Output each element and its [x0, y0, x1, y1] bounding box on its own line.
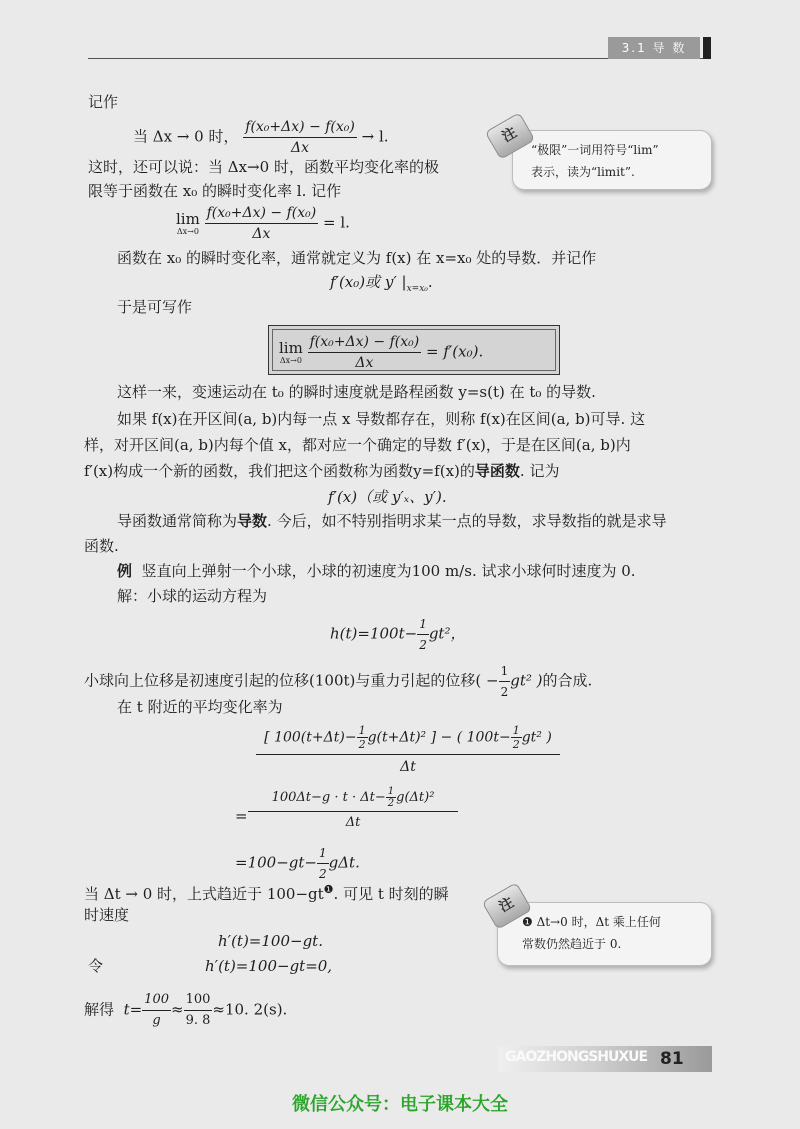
paragraph-7-end: 的合成.	[542, 671, 593, 690]
limit-prefix: 当 Δx → 0 时，	[133, 127, 239, 146]
velocity-eq-1: h′(t)=100−gt.	[218, 932, 323, 950]
section-header: 3.1 导 数	[608, 37, 700, 59]
paragraph-6b: 函数.	[84, 537, 119, 555]
lim-formula-1	[176, 203, 350, 244]
boxed-lim-sub: Δx→0	[279, 355, 302, 365]
text-jiede: 解得	[84, 1000, 115, 1019]
paragraph-9a-text: 当 Δt → 0 时，上式趋近于 100−gt	[84, 885, 324, 903]
avg-half-2-den: 2	[512, 738, 520, 751]
paragraph-7	[84, 661, 592, 702]
paragraph-3: 于是可写作	[117, 298, 193, 316]
paragraph-9a-end: . 可见 t 时刻的瞬	[333, 885, 449, 903]
boxed-fraction	[308, 332, 422, 373]
paragraph-9b: 时速度	[84, 906, 130, 924]
paragraph-1b: 限等于函数在 x₀ 的瞬时变化率 l. 记作	[88, 182, 342, 200]
term-derivative-function: 导函数	[474, 462, 520, 480]
step2-equals: =	[235, 807, 248, 825]
step2-half-den: 2	[387, 798, 395, 809]
step2-num	[248, 786, 458, 812]
derivative-function-notation: f′(x)（或 y′ₓ、y′).	[328, 488, 447, 506]
p7-half-den: 2	[500, 685, 509, 699]
average-rate-fraction	[256, 724, 560, 775]
lim-rhs: = l.	[322, 213, 350, 232]
paragraph-2-text: 函数在 x₀ 的瞬时变化率，通常就定义为 f(x) 在 x=x₀ 处的导数．并记作	[117, 249, 597, 267]
derivative-notation	[330, 272, 433, 299]
example-text: 竖直向上弹射一个小球，小球的初速度为100 m/s. 试求小球何时速度为 0.	[141, 562, 636, 580]
step3-a: =100−gt−	[235, 853, 317, 872]
note-badge-icon: 注	[485, 112, 536, 160]
avg-half-1-den: 2	[358, 738, 366, 751]
average-rate-num	[256, 724, 560, 755]
lim-fraction-den: Δx	[252, 226, 271, 242]
limit-statement	[133, 117, 389, 158]
half-num: 1	[417, 614, 429, 635]
paragraph-5c-text: f′(x)构成一个新的函数，我们把这个函数称为函数y=f(x)的	[84, 462, 475, 480]
step3-half	[317, 843, 329, 884]
paragraph-5a: 如果 f(x)在开区间(a, b)内每一点 x 导数都存在，则称 f(x)在区间(a, b)可导. 这	[117, 410, 646, 428]
avg-half-1-num: 1	[358, 724, 366, 737]
ans-frac-1	[142, 990, 171, 1031]
lim-word: lim	[176, 209, 200, 228]
boxed-lim-word: lim	[279, 338, 303, 357]
step3-b: gΔt.	[328, 853, 360, 872]
paragraph-5c-end: . 记为	[519, 462, 560, 480]
avg-num-half-1	[357, 724, 368, 751]
paragraph-6a-rest: . 今后，如不特别指明求某一点的导数，求导数指的就是求导	[267, 512, 667, 530]
term-derivative: 导数	[237, 512, 268, 530]
step2-num-a: 100Δt−g · t · Δt−	[271, 790, 386, 805]
ans-t: t=	[123, 1000, 143, 1019]
paragraph-1a: 这时，还可以说：当 Δx→0 时，函数平均变化率的极	[88, 158, 439, 176]
side-note-1	[512, 130, 712, 190]
limit-fraction-num: f(x₀+Δx) − f(x₀)	[243, 117, 357, 138]
motion-eq-half	[417, 614, 429, 655]
notation-end: .	[427, 273, 433, 291]
notation-main: f′(x₀)或 y′ |	[330, 273, 407, 291]
paragraph-5b: 样，对开区间(a, b)内每个值 x，都对应一个确定的导数 f′(x)，于是在区间(a, b)内	[84, 436, 631, 454]
boxed-fraction-den: Δx	[355, 355, 374, 371]
avg-num-c: gt² )	[521, 729, 552, 746]
footer-series: GAOZHONGSHUXUE	[505, 1049, 648, 1065]
ans-frac-2-den: 9. 8	[185, 1013, 211, 1028]
page-number: 81	[660, 1049, 684, 1069]
velocity-eq-2: h′(t)=100−gt=0,	[205, 957, 333, 975]
paragraph-9a	[84, 880, 449, 904]
lim-fraction-num: f(x₀+Δx) − f(x₀)	[205, 203, 319, 224]
step2-fraction	[248, 786, 458, 830]
paragraph-6a	[117, 511, 667, 531]
boxed-rhs: = f′(x₀).	[425, 342, 484, 361]
notation-sub: x=x₀	[406, 284, 428, 294]
lim-fraction	[205, 203, 319, 244]
avg-num-b: g(t+Δt)² ] − ( 100t−	[367, 729, 511, 746]
step2-num-b: g(Δt)²	[396, 790, 435, 805]
motion-equation	[330, 614, 465, 655]
side-note-2	[497, 902, 712, 966]
paragraph-2	[117, 248, 596, 268]
limit-suffix: → l.	[361, 127, 389, 146]
step2-den: Δt	[345, 815, 361, 830]
text-ling: 令	[88, 957, 104, 975]
motion-eq-left: h(t)=100t−	[330, 624, 418, 643]
ans-approx: ≈	[171, 1000, 184, 1019]
boxed-formula	[279, 332, 483, 373]
side-note-2-line2: 常数仍然趋近于 0.	[522, 937, 622, 951]
ans-frac-1-den: g	[152, 1013, 161, 1028]
p7-half-num: 1	[499, 661, 511, 682]
side-note-1-line2: 表示，读为“limit”.	[531, 165, 635, 179]
limit-fraction	[243, 117, 357, 158]
side-note-1-line1: “极限”一词用符号“lim”	[531, 143, 659, 157]
ans-end: ≈10. 2(s).	[212, 1000, 288, 1019]
paragraph-8: 在 t 附近的平均变化率为	[117, 698, 283, 716]
boxed-fraction-num: f(x₀+Δx) − f(x₀)	[308, 332, 422, 353]
step2-half-num: 1	[387, 786, 395, 797]
side-note-2-line1: ❶ Δt→0 时，Δt 乘上任何	[522, 915, 661, 929]
ans-frac-2-num: 100	[184, 990, 213, 1011]
paragraph-7-paren: ( −	[475, 671, 499, 690]
paragraph-4: 这样一来，变速运动在 t₀ 的瞬时速度就是路程函数 y=s(t) 在 t₀ 的导数.	[117, 383, 596, 401]
boxed-definition	[268, 325, 560, 375]
avg-num-half-2	[511, 724, 522, 751]
avg-num-a: [ 100(t+Δt)−	[264, 729, 357, 746]
ans-frac-2	[184, 990, 213, 1031]
motion-eq-right: gt²，	[428, 624, 466, 643]
text-jizuo: 记作	[88, 93, 119, 111]
note-badge-icon-2: 注	[482, 882, 533, 930]
solution-intro: 解：小球的运动方程为	[117, 587, 268, 605]
paragraph-7-gt: gt² )	[510, 671, 543, 690]
paragraph-7-half	[499, 661, 511, 702]
example	[117, 561, 636, 581]
header-marker	[703, 37, 711, 59]
answer	[84, 990, 287, 1031]
step2-half	[386, 786, 396, 809]
limit-fraction-den: Δx	[291, 140, 310, 156]
example-label: 例	[117, 562, 133, 580]
half-den: 2	[419, 638, 427, 652]
step3-half-num: 1	[317, 843, 329, 864]
paragraph-5c	[84, 461, 559, 481]
footnote-marker: ❶	[323, 883, 334, 896]
paragraph-7-text: 小球向上位移是初速度引起的位移(100t)与重力引起的位移	[84, 671, 476, 690]
watermark: 微信公众号：电子课本大全	[292, 1094, 508, 1115]
paragraph-6a-text: 导函数通常简称为	[117, 512, 238, 530]
step3-half-den: 2	[318, 867, 327, 881]
average-rate-den: Δt	[400, 759, 416, 775]
lim-subscript: Δx→0	[176, 226, 199, 236]
step3	[235, 843, 360, 884]
avg-half-2-num: 1	[512, 724, 520, 737]
ans-frac-1-num: 100	[142, 990, 171, 1011]
